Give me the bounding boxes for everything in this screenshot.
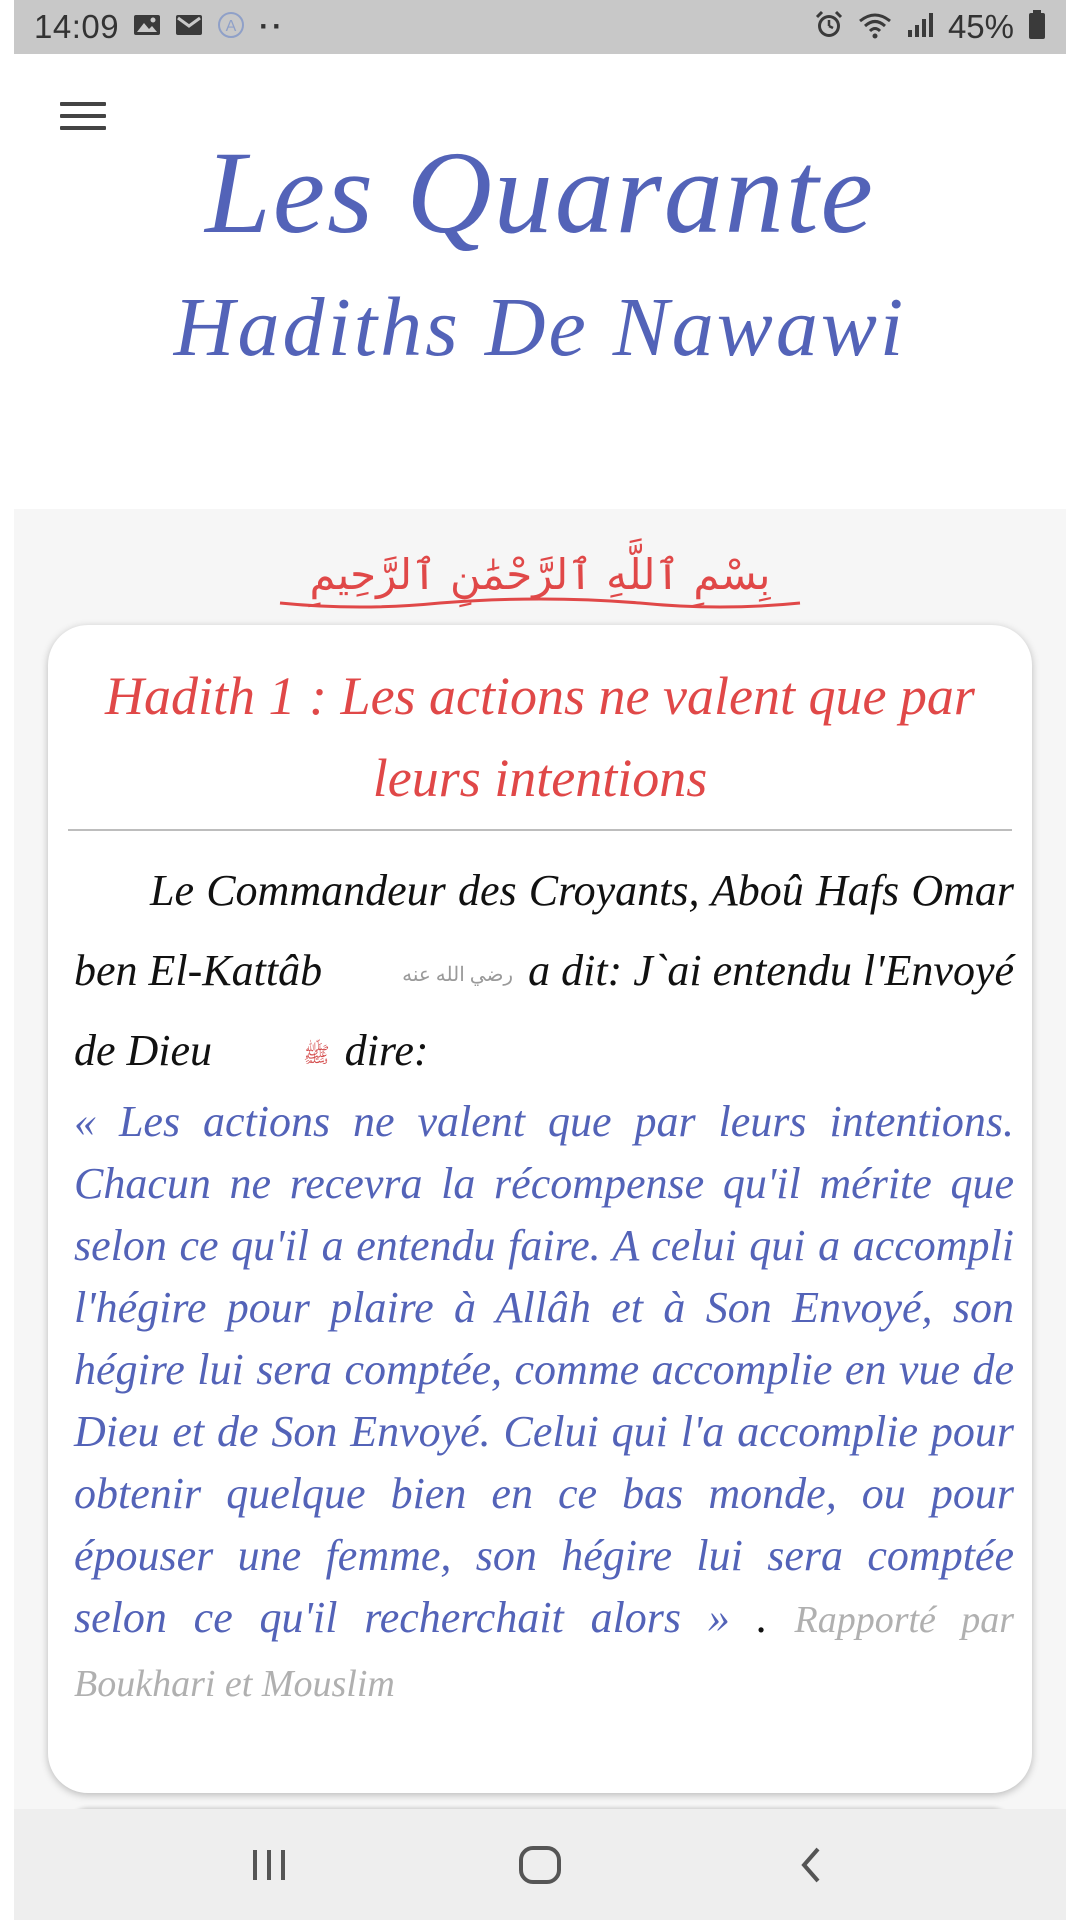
home-icon[interactable] [500,1825,580,1905]
app-header [14,54,1066,509]
hadith-source: Rapporté par Boukhari et Mouslim [74,1599,1015,1705]
hadith-quote: « Les actions ne valent que par leurs intentions. Chacun ne recevra la récompense qu'il mérite que selon ce qu'il a entendu faire. A celui qui a accompli l'hégire pour plaire à Allâh et à Son Envoyé, son hégire lui sera comptée, comme accomplie en vue de Dieu et de Son Envoyé. Celui qui l'a accomplie pour obtenir quelque bien en ce bas monde, ou pour épouser une femme, son hégire lui sera comptée selon ce qu'il recherchait alors » [74,1097,1014,1642]
card-divider [68,829,1012,831]
svg-text:بِسْمِ ٱللَّهِ ٱلرَّحْمَٰنِ ٱل: بِسْمِ ٱللَّهِ ٱلرَّحْمَٰنِ ٱلرَّحِيمِ [309,550,771,599]
battery-icon [1028,10,1046,44]
status-bar [14,0,1066,54]
svg-text:A: A [225,18,237,35]
hamburger-menu-icon[interactable] [60,98,110,138]
basmala-calligraphy [14,533,1066,623]
hadith-body [74,851,1014,1715]
battery-percentage: 45% [947,8,1014,45]
basmala-icon [240,533,840,623]
back-icon[interactable] [771,1825,851,1905]
hadith-intro-part1: Le Commandeur des Croyants, Aboû Hafs Omar ben El-Kattâb [74,866,1014,995]
status-time: 14:09 [34,8,120,45]
hadith-intro-part3: dire: [344,1026,429,1075]
status-right [814,8,1046,46]
hadith-card[interactable] [48,625,1032,1793]
app-title-line2: Hadiths De Nawawi [173,281,907,374]
alarm-icon [814,10,844,44]
honorific-prophet-icon: ﷺ [303,1041,330,1067]
quote-end-punctuation: . [729,1593,795,1642]
system-navigation-bar [14,1809,1066,1920]
signal-icon [906,12,934,42]
hadith-intro-block [74,851,1014,1091]
honorific-companion-icon: رضي الله عنه [402,963,514,986]
wifi-icon [858,11,892,43]
recent-apps-icon[interactable] [229,1825,309,1905]
app-title-line1: Les Quarante [205,127,875,258]
hadith-title: Hadith 1 : Les actions ne valent que par leurs intentions [105,666,975,808]
status-left [34,8,285,46]
accessibility-icon [217,11,245,43]
content-scroll-area[interactable] [14,509,1066,1809]
hadith-intro-part2: a dit: J`ai entendu l'Envoyé de Dieu [74,946,1015,1075]
mail-icon [175,14,203,40]
more-notifications-indicator: ·· [259,10,286,43]
image-icon [133,13,161,41]
